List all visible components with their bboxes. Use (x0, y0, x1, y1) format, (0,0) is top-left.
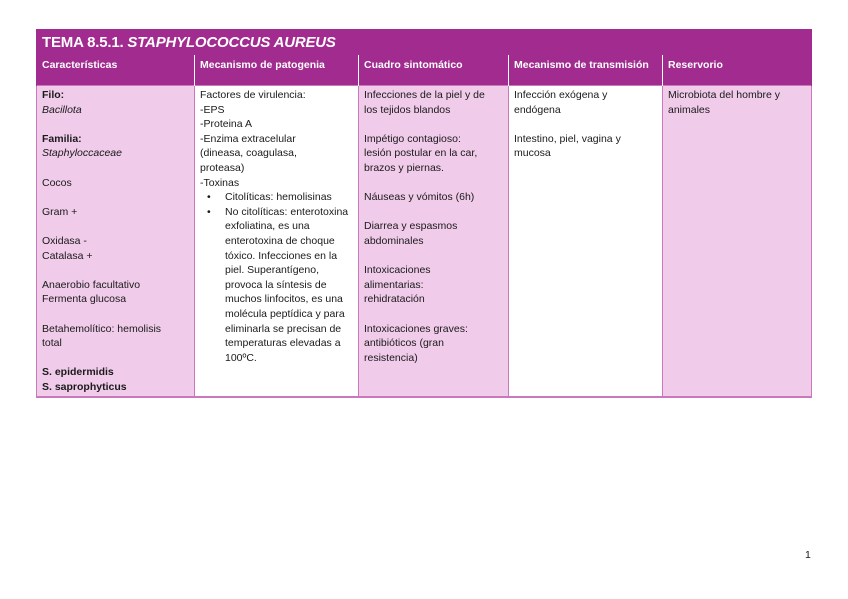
cell-sintomatico (359, 86, 509, 398)
sintoma-line: Intoxicaciones (364, 264, 431, 277)
column-header-row (37, 55, 812, 86)
header-patogenia: Mecanismo de patogenia (195, 55, 359, 86)
epidermidis-text: S. epidermidis (42, 366, 114, 379)
transmision-line: Infección exógena y (514, 89, 608, 101)
sintoma-line: brazos y piernas. (364, 161, 444, 174)
title-prefix: TEMA 8.5.1. (42, 33, 128, 51)
list-item: • No citolíticas: enterotoxina exfoliatina, es una enterotoxina de choque tóxico. Infecciones en la piel. Superantígeno, provoca la síntesis de muchos linfocitos, es una molécula peptídica y para eliminarla se precisan de temperaturas elevadas a 100ºC. (225, 205, 353, 366)
sintoma-line: lesión postular en la car, (364, 147, 478, 160)
filo-value: Bacillota (42, 103, 82, 116)
patogenia-line: (dineasa, coagulasa, (200, 147, 297, 160)
sintoma-line: abdominales (364, 234, 424, 247)
header-transmision: Mecanismo de transmisión (509, 55, 663, 86)
sintoma-line: rehidratación (364, 293, 425, 306)
familia-label: Familia: (42, 132, 82, 145)
reservorio-line: animales (668, 103, 711, 116)
patogenia-line: -Toxinas (200, 176, 240, 189)
table-title (37, 30, 812, 55)
title-organism: STAPHYLOCOCCUS AUREUS (127, 33, 336, 51)
cocos-text: Cocos (42, 176, 72, 189)
list-item: • Citolíticas: hemolisinas (225, 190, 353, 205)
header-caracteristicas: Características (37, 55, 195, 86)
toxinas-list (200, 190, 353, 365)
cell-patogenia (195, 86, 359, 398)
patogenia-line: proteasa) (200, 161, 245, 174)
cell-reservorio (663, 86, 812, 398)
reservorio-line: Microbiota del hombre y (668, 89, 781, 101)
transmision-line: mucosa (514, 147, 551, 160)
oxidasa-text: Oxidasa - (42, 234, 87, 247)
betahemolitico-text: Betahemolítico: hemolisis (42, 322, 162, 335)
sintoma-line: Intoxicaciones graves: (364, 322, 468, 335)
betahemolitico-text-cont: total (42, 337, 62, 350)
saprophyticus-text: S. saprophyticus (42, 380, 127, 393)
header-reservorio: Reservorio (663, 55, 812, 86)
header-sintomatico: Cuadro sintomático (359, 55, 509, 86)
patogenia-line: Factores de virulencia: (200, 89, 306, 101)
sintoma-line: los tejidos blandos (364, 103, 451, 116)
patogenia-line: -Proteina A (200, 118, 252, 131)
sintoma-line: Impétigo contagioso: (364, 132, 461, 145)
fermenta-text: Fermenta glucosa (42, 293, 127, 306)
filo-label: Filo: (42, 89, 65, 101)
sintoma-line: resistencia) (364, 351, 418, 364)
topic-table (36, 29, 812, 398)
sintoma-line: Diarrea y espasmos (364, 220, 458, 233)
table-row (37, 86, 812, 398)
gram-text: Gram + (42, 205, 78, 218)
patogenia-line: -Enzima extracelular (200, 132, 296, 145)
cell-transmision (509, 86, 663, 398)
transmision-line: endógena (514, 103, 561, 116)
familia-value: Staphyloccaceae (42, 147, 122, 160)
catalasa-text: Catalasa + (42, 249, 93, 262)
sintoma-line: alimentarias: (364, 278, 424, 291)
cell-caracteristicas (37, 86, 195, 398)
anaerobio-text: Anaerobio facultativo (42, 278, 141, 291)
sintoma-line: Náuseas y vómitos (6h) (364, 191, 475, 204)
sintoma-line: Infecciones de la piel y de (364, 89, 485, 101)
sintoma-line: antibióticos (gran (364, 337, 444, 350)
patogenia-line: -EPS (200, 103, 225, 116)
transmision-line: Intestino, piel, vagina y (514, 132, 621, 145)
page-number: 1 (805, 549, 811, 561)
